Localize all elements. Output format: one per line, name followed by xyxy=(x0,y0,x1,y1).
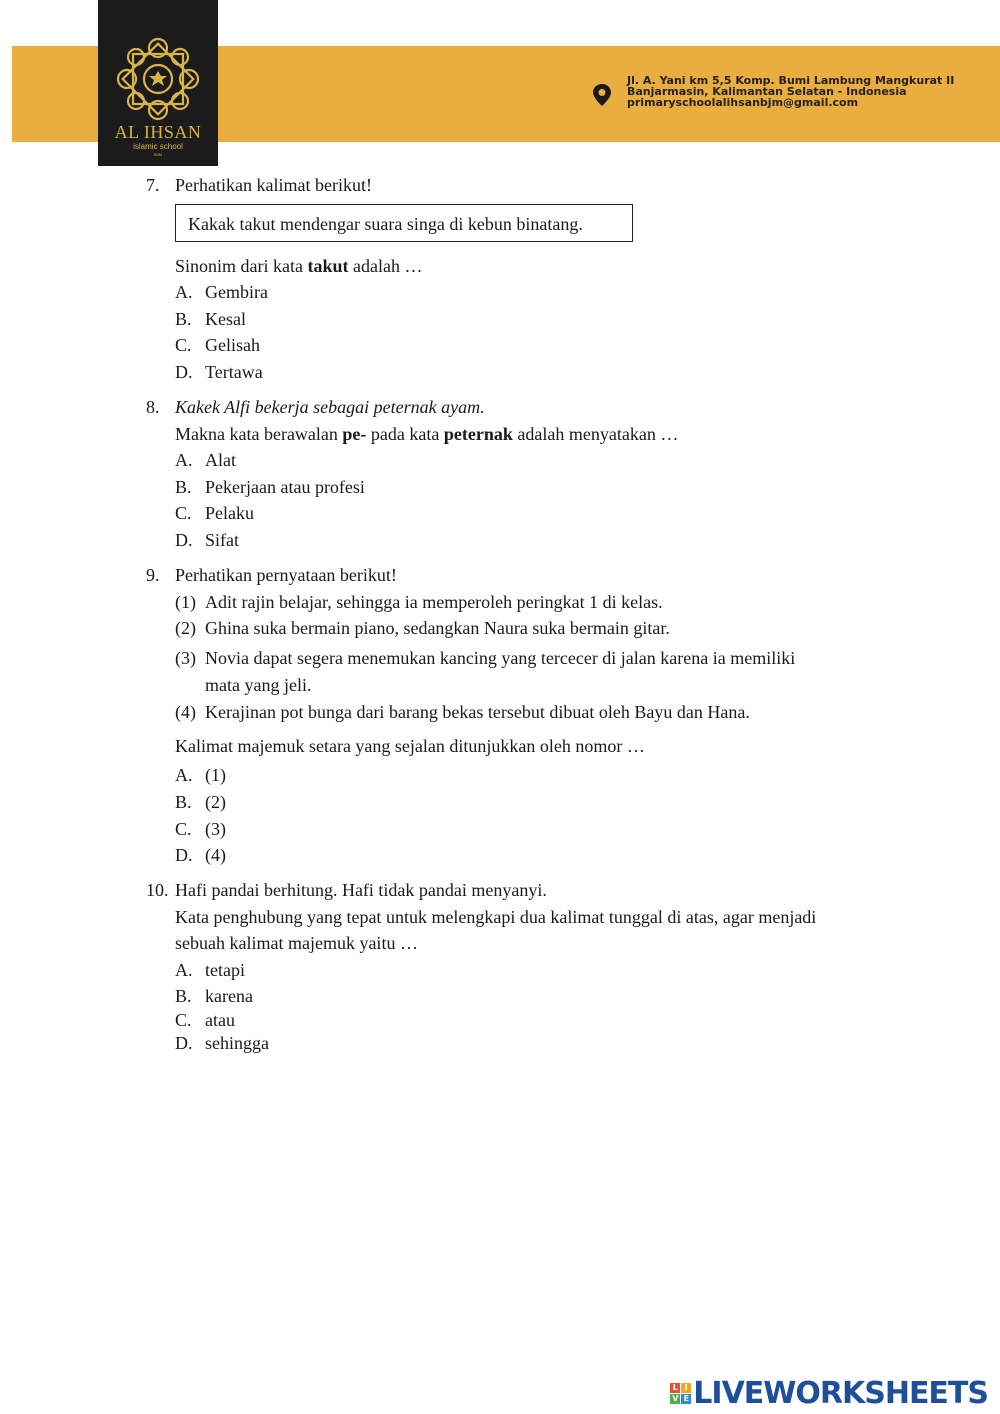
q9-option-d[interactable]: D. (4) xyxy=(175,845,226,865)
live-squares-icon: L I V E xyxy=(670,1383,691,1404)
q10-option-c[interactable]: C. atau xyxy=(175,1010,235,1030)
q8-sentence: Kakek Alfi bekerja sebagai peternak ayam. xyxy=(175,397,485,417)
address-line-2: Banjarmasin, Kalimantan Selatan - Indonesia xyxy=(627,85,907,98)
q9-option-a[interactable]: A. (1) xyxy=(175,765,226,785)
q8-option-d[interactable]: D. Sifat xyxy=(175,530,239,550)
q7-option-d[interactable]: D. Tertawa xyxy=(175,362,263,382)
q7-question: Sinonim dari kata takut adalah … xyxy=(175,256,423,276)
q10-question-line-2: sebuah kalimat majemuk yaitu … xyxy=(175,933,418,953)
address-email: primaryschoolalihsanbjm@gmail.com xyxy=(627,96,859,109)
q9-option-b[interactable]: B. (2) xyxy=(175,792,226,812)
q9-option-c[interactable]: C. (3) xyxy=(175,819,226,839)
q10-option-b[interactable]: B. karena xyxy=(175,986,253,1006)
school-city: BJM xyxy=(154,152,162,157)
q7-option-b[interactable]: B. Kesal xyxy=(175,309,246,329)
q8-option-b[interactable]: B. Pekerjaan atau profesi xyxy=(175,477,365,497)
ornament-logo-icon xyxy=(106,36,210,122)
q10-number: 10. xyxy=(146,880,169,900)
q7-option-c[interactable]: C. Gelisah xyxy=(175,335,260,355)
location-pin-icon xyxy=(592,83,612,107)
q10-question-line-1: Kata penghubung yang tepat untuk melengkapi dua kalimat tunggal di atas, agar menjadi xyxy=(175,907,817,927)
q9-statement-3-continued: mata yang jeli. xyxy=(205,675,312,695)
q8-option-a[interactable]: A. Alat xyxy=(175,450,236,470)
q8-question: Makna kata berawalan pe- pada kata peternak adalah menyatakan … xyxy=(175,424,679,444)
brand-wordmark: LIVEWORKSHEETS xyxy=(693,1376,988,1411)
q9-statement-1: (1) Adit rajin belajar, sehingga ia memperoleh peringkat 1 di kelas. xyxy=(175,592,663,612)
school-logo xyxy=(98,0,218,166)
q9-statement-3: (3) Novia dapat segera menemukan kancing yang tercecer di jalan karena ia memiliki xyxy=(175,648,796,668)
q9-statement-2: (2) Ghina suka bermain piano, sedangkan Naura suka bermain gitar. xyxy=(175,618,670,638)
q9-prompt: Perhatikan pernyataan berikut! xyxy=(175,565,397,585)
q8-number: 8. xyxy=(146,397,160,417)
q10-option-a[interactable]: A. tetapi xyxy=(175,960,245,980)
school-subtitle: islamic school xyxy=(133,142,183,151)
q9-statement-4: (4) Kerajinan pot bunga dari barang bekas tersebut dibuat oleh Bayu dan Hana. xyxy=(175,702,750,722)
q7-boxed-sentence: Kakak takut mendengar suara singa di kebun binatang. xyxy=(175,204,633,242)
q7-number: 7. xyxy=(146,175,160,195)
q9-number: 9. xyxy=(146,565,160,585)
address-block xyxy=(627,75,954,108)
q10-option-d[interactable]: D. sehingga xyxy=(175,1033,269,1053)
q9-question: Kalimat majemuk setara yang sejalan ditunjukkan oleh nomor … xyxy=(175,736,645,756)
q7-option-a[interactable]: A. Gembira xyxy=(175,282,268,302)
q7-keyword: takut xyxy=(307,256,349,276)
q8-option-c[interactable]: C. Pelaku xyxy=(175,503,254,523)
q7-prompt: Perhatikan kalimat berikut! xyxy=(175,175,372,195)
q10-sentence: Hafi pandai berhitung. Hafi tidak pandai menyanyi. xyxy=(175,880,547,900)
liveworksheets-logo[interactable] xyxy=(670,1376,988,1411)
address-line-1: Jl. A. Yani km 5,5 Komp. Bumi Lambung Mangkurat II xyxy=(627,74,955,87)
school-name: AL IHSAN xyxy=(114,122,202,142)
